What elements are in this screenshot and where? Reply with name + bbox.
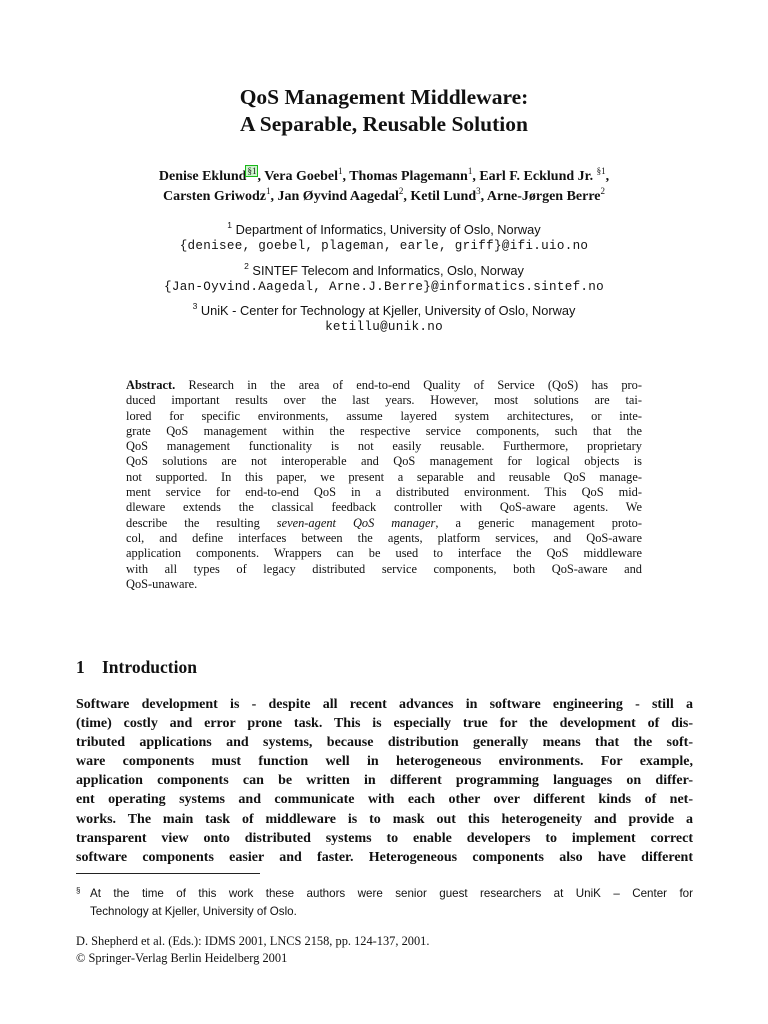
title-line-1: QoS Management Middleware:: [239, 85, 529, 109]
abstract-line: grate QoS management within the respective service components, such that the: [126, 423, 642, 438]
abstract-line: application components. Wrappers can be used to interface the QoS middleware: [126, 546, 642, 561]
author-separator: ,: [480, 188, 487, 204]
affiliation-org: SINTEF Telecom and Informatics, Oslo, Norway: [252, 263, 524, 278]
author-affiliation-mark: §1: [596, 166, 606, 176]
body-line: transparent view onto distributed systems to enable developers to implement correct: [76, 830, 693, 846]
author-affiliation-mark: 1: [337, 166, 343, 176]
affiliation-email: {denisee, goebel, plageman, earle, griff}@ifi.uio.no: [179, 239, 589, 253]
affiliation-number: 2: [244, 261, 249, 271]
author-separator: ,: [403, 188, 411, 204]
body-line: software components easier and faster. Heterogeneous components also have different: [76, 849, 693, 865]
abstract-text: , a generic management proto-: [435, 515, 642, 530]
abstract-line: QoS solutions are not interoperable and QoS management for logical objects is: [126, 454, 642, 469]
footnote-line: [76, 882, 693, 903]
author-affiliation-mark-highlighted: §1: [247, 166, 257, 176]
abstract-text: Research in the area of end-to-end Quality of Service (QoS) has pro-: [188, 378, 642, 392]
author-separator: ,: [342, 169, 350, 184]
author-affiliation-mark: 2: [398, 185, 404, 196]
author-affiliation-mark: 2: [600, 185, 606, 196]
abstract-emphasis: seven-agent QoS manager: [276, 515, 436, 530]
affiliation-2: [0, 263, 768, 295]
author-separator: ,: [472, 169, 480, 184]
introduction-paragraph: [76, 695, 693, 867]
author-list: [0, 167, 768, 206]
affiliation-3: [0, 303, 768, 335]
author-separator: ,: [257, 169, 265, 184]
author-affiliation-mark: 1: [266, 185, 271, 196]
section-title: Introduction: [102, 657, 197, 677]
author-affiliation-mark: 1: [467, 166, 473, 176]
section-number: 1: [76, 657, 85, 677]
author-name: Jan Øyvind Aagedal: [277, 188, 399, 204]
author-separator: ,: [605, 169, 610, 184]
author-line-2: [0, 187, 768, 207]
abstract-line: duced important results over the last years. However, most solutions are tai-: [126, 393, 642, 408]
affiliation-email: ketillu@unik.no: [325, 320, 443, 334]
abstract-line: ment service for end-to-end QoS in a distributed environment. This QoS mid-: [126, 485, 642, 500]
abstract-text: describe the resulting: [126, 515, 277, 530]
copyright-line: © Springer-Verlag Berlin Heidelberg 2001: [76, 950, 288, 965]
affiliation-org: Department of Informatics, University of Oslo, Norway: [235, 222, 541, 237]
abstract-line: QoS-unaware.: [126, 576, 198, 591]
author-name: Denise Eklund: [158, 169, 247, 184]
abstract-line: col, and define interfaces between the agents, platform services, and QoS-aware: [126, 530, 642, 545]
body-line: ent operating systems and communicate with each other over different kinds of net-: [76, 792, 693, 808]
author-name: Earl F. Ecklund Jr.: [479, 169, 594, 184]
author-affiliation-mark: 3: [476, 185, 481, 196]
citation-line: D. Shepherd et al. (Eds.): IDMS 2001, LNCS 2158, pp. 124-137, 2001.: [76, 934, 430, 948]
footnote-divider: [76, 873, 260, 874]
author-name: Thomas Plagemann: [349, 169, 468, 184]
bibliographic-info: [76, 933, 429, 966]
affiliation-org: UniK - Center for Technology at Kjeller, University of Oslo, Norway: [200, 303, 576, 318]
abstract: [126, 378, 642, 592]
abstract-line: not supported. In this paper, we present a separable and reusable QoS manage-: [126, 469, 642, 484]
abstract-line: QoS management functionality is not easily reusable. Furthermore, proprietary: [126, 439, 642, 454]
abstract-line: [126, 516, 642, 531]
affiliation-number: 3: [192, 301, 198, 311]
body-line: works. The main task of middleware is to mask out this heterogeneity and provide a: [76, 811, 693, 827]
author-separator: ,: [270, 188, 278, 204]
author-name: Ketil Lund: [410, 188, 477, 204]
author-name: Arne-Jørgen Berre: [486, 188, 601, 204]
title-line-2: A Separable, Reusable Solution: [240, 112, 528, 136]
author-name: Vera Goebel: [264, 169, 338, 184]
body-line: ware components must function well in heterogeneous environments. For example,: [76, 754, 693, 770]
abstract-line: dleware extends the classical feedback controller with QoS-aware agents. We: [126, 500, 642, 515]
abstract-line: lored for specific environments, assume layered system architectures, or inte-: [126, 408, 642, 423]
footnote: [76, 882, 693, 921]
section-heading: [76, 657, 197, 678]
affiliation-email: {Jan-Oyvind.Aagedal, Arne.J.Berre}@informatics.sintef.no: [163, 280, 605, 294]
author-line-1: [0, 167, 768, 187]
paper-title: [0, 84, 768, 138]
affiliation-1: [0, 222, 768, 254]
body-line: (time) costly and error prone task. This is especially true for the development of dis-: [76, 716, 693, 732]
author-name: Carsten Griwodz: [162, 188, 267, 204]
abstract-line: [126, 378, 642, 393]
body-line: application components can be written in different programming languages on differ-: [76, 773, 693, 789]
footnote-mark: §: [76, 886, 81, 895]
affiliation-number: 1: [227, 220, 233, 230]
body-line: tributed applications and systems, because distribution generally means that the soft-: [76, 735, 693, 751]
footnote-line: Technology at Kjeller, University of Oslo.: [90, 905, 297, 918]
abstract-label: Abstract.: [126, 378, 176, 392]
body-line: Software development is - despite all recent advances in software engineering - still a: [76, 697, 693, 712]
abstract-line: with all types of legacy distributed service components, both QoS-aware and: [126, 561, 642, 576]
footnote-text: At the time of this work these authors were senior guest researchers at UniK – Center for: [90, 887, 693, 900]
